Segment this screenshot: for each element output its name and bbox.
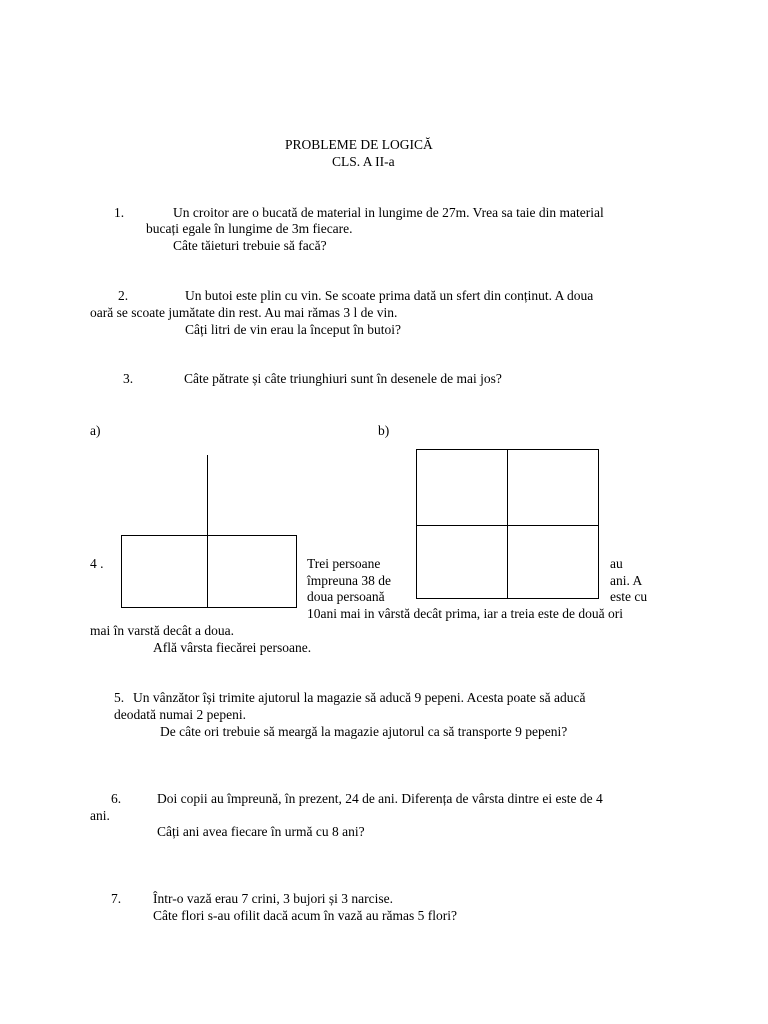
problem-6-number: 6. <box>111 791 122 806</box>
problem-3-number: 3. <box>123 371 134 386</box>
problem-1-line-1: Un croitor are o bucată de material in lungime de 27m. Vrea sa taie din material <box>173 205 604 220</box>
problem-4-line-5: mai în varstă decât a doua. <box>90 623 234 638</box>
page-title: PROBLEME DE LOGICĂ <box>285 137 433 152</box>
problem-4-line-4: 10ani mai in vârstă decât prima, iar a treia este de două ori <box>307 606 623 621</box>
problem-4-text-left-3: doua persoană <box>307 589 385 604</box>
problem-2-line-1: Un butoi este plin cu vin. Se scoate prima dată un sfert din conținut. A doua <box>185 288 594 303</box>
figure-a-rectangle <box>122 536 297 608</box>
problem-4-text-left-1: Trei persoane <box>307 556 381 571</box>
problem-4-text-right-3: este cu <box>610 589 648 604</box>
problem-1-line-2: bucați egale în lungime de 3m fiecare. <box>146 221 353 236</box>
page-subtitle: CLS. A II-a <box>332 154 395 169</box>
problem-4-number: 4 . <box>90 556 104 571</box>
problem-7-question: Câte flori s-au ofilit dacă acum în vază au rămas 5 flori? <box>153 908 457 923</box>
problem-1-number: 1. <box>114 205 125 220</box>
figure-b-label: b) <box>378 423 390 438</box>
problem-5-question: De câte ori trebuie să meargă la magazie ajutorul ca să transporte 9 pepeni? <box>160 724 568 739</box>
problem-2-question: Câți litri de vin erau la început în butoi? <box>185 322 401 337</box>
problem-6-line-1: Doi copii au împreună, în prezent, 24 de ani. Diferența de vârsta dintre ei este de 4 <box>157 791 603 806</box>
figure-a-label: a) <box>90 423 101 438</box>
figure-b <box>415 448 601 602</box>
figure-a <box>120 454 300 610</box>
problem-4-question: Află vârsta fiecărei persoane. <box>153 640 312 655</box>
problem-2-number: 2. <box>118 288 129 303</box>
problem-5-line-1: Un vânzător își trimite ajutorul la magazie să aducă 9 pepeni. Acesta poate să aducă <box>133 690 586 705</box>
problem-4-text-right-2: ani. A <box>610 573 643 588</box>
problem-6-line-2: ani. <box>90 808 110 823</box>
problem-7-number: 7. <box>111 891 122 906</box>
problem-5-number: 5. <box>114 690 125 705</box>
problem-6-question: Câți ani avea fiecare în urmă cu 8 ani? <box>157 824 365 839</box>
problem-4-text-left-2: împreuna 38 de <box>307 573 391 588</box>
problem-3-line-1: Câte pătrate și câte triunghiuri sunt în desenele de mai jos? <box>184 371 502 386</box>
problem-4-text-right-1: au <box>610 556 623 571</box>
problem-7-line-1: Într-o vază erau 7 crini, 3 bujori și 3 narcise. <box>153 891 394 906</box>
problem-1-question: Câte tăieturi trebuie să facă? <box>173 238 327 253</box>
problem-5-line-2: deodată numai 2 pepeni. <box>114 707 246 722</box>
problem-2-line-2: oară se scoate jumătate din rest. Au mai rămas 3 l de vin. <box>90 305 398 320</box>
